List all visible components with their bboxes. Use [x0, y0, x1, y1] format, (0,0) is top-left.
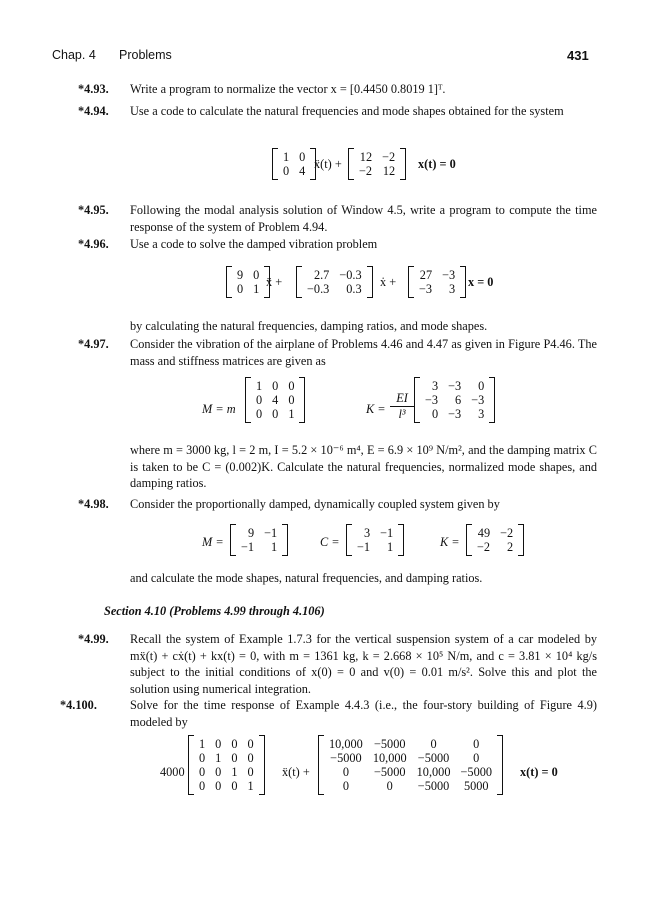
problem-text: Use a code to calculate the natural frequencies and mode shapes obtained for the system: [130, 104, 564, 118]
accel-term: ẍ(t) +: [282, 765, 310, 779]
problem-4-93: [78, 81, 597, 98]
problem-text: where m = 3000 kg, l = 2 m, I = 5.2 × 10⁻⁶ m⁴, E = 6.9 × 10⁹ N/m², and the damping matrix C is taken to be C = (0.002)K. Calculate the natural frequencies, normalized mode shapes, and damping ratios.: [130, 443, 597, 491]
damping-label: C =: [320, 535, 340, 549]
problem-4-94: [78, 103, 597, 120]
accel-term: ẍ +: [266, 275, 283, 289]
stiffness-factor: $\frac{EI}{\text{l³}}$: [390, 391, 414, 422]
running-title: Problems: [119, 48, 172, 62]
mass-matrix: 1 0 0 0 4 0 0 0 1: [245, 377, 305, 423]
problem-number: *4.98.: [78, 497, 109, 511]
accel-term: ẍ(t) +: [314, 157, 342, 171]
problem-number: *4.93.: [78, 82, 109, 96]
mass-label: M =: [202, 535, 224, 549]
chapter-label: Chap. 4: [52, 48, 96, 62]
stiffness-matrix: 12 −2 −2 12: [348, 148, 406, 180]
damping-matrix: 3 −1 −1 1: [346, 524, 404, 556]
displacement-term: x(t) = 0: [520, 765, 558, 779]
stiffness-label: K =: [366, 402, 386, 416]
problem-4-97-cont: [130, 442, 597, 492]
damping-matrix: 2.7 −0.3 −0.3 0.3: [296, 266, 373, 298]
stiffness-matrix: 27 −3 −3 3: [408, 266, 466, 298]
section-heading: Section 4.10 (Problems 4.99 through 4.106): [104, 604, 325, 618]
stiffness-matrix: 49 −2 −2 2: [466, 524, 524, 556]
mass-matrix: 1 0 0 4: [272, 148, 316, 180]
problem-4-95: [78, 202, 597, 235]
problem-text: and calculate the mode shapes, natural frequencies, and damping ratios.: [130, 571, 483, 585]
displacement-term: x(t) = 0: [418, 157, 456, 171]
problem-4-96-cont: [130, 318, 597, 335]
problem-text: Write a program to normalize the vector x = [0.4450 0.8019 1]ᵀ.: [130, 82, 446, 96]
problem-text: Use a code to solve the damped vibration problem: [130, 237, 378, 251]
mass-matrix: 1 0 0 0 0 1 0 0 0 0 1 0 0 0 0 1: [188, 735, 265, 795]
problem-number: *4.96.: [78, 237, 109, 251]
problem-text: Following the modal analysis solution of Window 4.5, write a program to compute the time response of the system of Problem 4.94.: [130, 203, 597, 234]
mass-label: M = m: [202, 402, 236, 416]
stiffness-matrix: 3 −3 0 −3 6 −3 0 −3 3: [414, 377, 495, 423]
problem-number: *4.100.: [60, 698, 97, 712]
stiffness-label: K =: [440, 535, 460, 549]
stiffness-matrix: 10,000 −5000 0 0 −5000 10,000 −5000 0 0 −5000 10,000 −5000 0 0 −5000 5000: [318, 735, 503, 795]
problem-4-96: [78, 236, 597, 253]
problem-4-98-cont: [130, 570, 597, 587]
problem-text: Consider the proportionally damped, dynamically coupled system given by: [130, 497, 500, 511]
problem-text: by calculating the natural frequencies, damping ratios, and mode shapes.: [130, 319, 488, 333]
problem-4-100: [60, 697, 597, 730]
problem-number: *4.95.: [78, 203, 109, 217]
mass-matrix: 9 −1 −1 1: [230, 524, 288, 556]
problem-4-97: [78, 336, 597, 369]
problem-number: *4.99.: [78, 632, 109, 646]
page-number: 431: [567, 48, 589, 63]
mass-matrix: 9 0 0 1: [226, 266, 270, 298]
problem-4-98: [78, 496, 597, 513]
problem-text: Consider the vibration of the airplane of Problems 4.46 and 4.47 as given in Figure P4.46. The mass and stiffness matrices are given as: [130, 337, 597, 368]
problem-number: *4.94.: [78, 104, 109, 118]
problem-text: Recall the system of Example 1.7.3 for the vertical suspension system of a car modeled by mẍ(t) + cẋ(t) + kx(t) = 0, with m = 1361 kg, k = 2.668 × 10⁵ N/m, and c = 3.81 × 10⁴ kg/s subject to the initial conditions of x(0) = 0 and v(0) = 0.01 m/s². Solve this and plot the solution using numerical integration.: [130, 632, 597, 696]
problem-number: *4.97.: [78, 337, 109, 351]
problem-text: Solve for the time response of Example 4.4.3 (i.e., the four-story building of Figure 4.9) modeled by: [130, 698, 597, 729]
mass-coefficient: 4000: [160, 765, 185, 779]
velocity-term: ẋ +: [380, 275, 397, 289]
problem-4-99: [78, 631, 597, 697]
displacement-term: x = 0: [468, 275, 494, 289]
